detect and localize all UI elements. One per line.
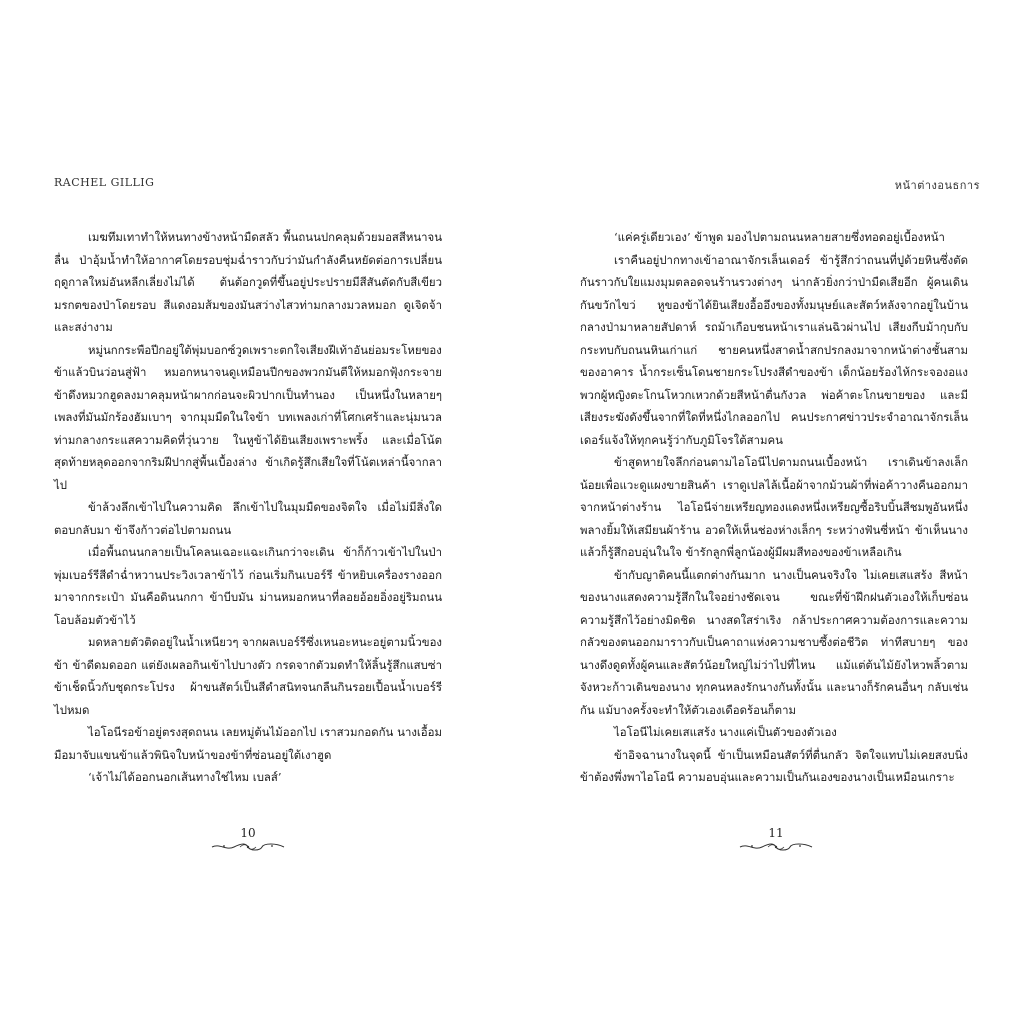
flourish-ornament-icon bbox=[738, 842, 814, 852]
flourish-ornament-icon bbox=[210, 842, 286, 852]
paragraph: เมื่อพื้นถนนกลายเป็นโคลนเฉอะแฉะเกินกว่าจะเดิน ข้าก็ก้าวเข้าไปในป่าพุ่มเบอร์รีสีดำฉ่ำหวานประวิงเวลาข้าไว้ ก่อนเริ่มกินเบอร์รี ข้าหยิบเครื่องรางออกมาจากกระเป๋า มันคือดินนกกา ข้าบีบมัน ม่านหมอกหนาที่ลอยอ้อยอิ่งอยู่ริมถนนโอบล้อมตัวข้าไว้ bbox=[54, 545, 442, 627]
running-head-title: หน้าต่างอนธการ bbox=[894, 179, 980, 192]
paragraph: ข้ากับญาติคนนี้แตกต่างกันมาก นางเป็นคนจริงใจ ไม่เคยเสแสร้ง สีหน้าของนางแสดงความรู้สึกในใจอย่างชัดเจน ขณะที่ข้าฝึกฝนตัวเองให้เก็บซ่อนความรู้สึกไว้อย่างมิดชิด นางสดใสร่าเริง กล้าประกาศความต้องการและความกลัวของตนออกมาราวกับเป็นคาถาแห่งความชาบซึ้งต่อชีวิต ท่าทีสบายๆ ของนางดึงดูดทั้งผู้คนและสัตว์น้อยใหญ่ไม่ว่าไปที่ไหน แม้แต่ต้นไม้ยังไหวพลิ้วตามจังหวะก้าวเดินของนาง ทุกคนหลงรักนางกันทั้งนั้น และนางก็รักคนอื่นๆ กลับเช่นกัน แม้บางครั้งจะทำให้ตัวเองเดือดร้อนก็ตาม bbox=[580, 567, 968, 717]
left-folio bbox=[188, 826, 308, 852]
page-number: 11 bbox=[768, 826, 784, 840]
paragraph: ‘เจ้าไม่ได้ออกนอกเส้นทางใช่ไหม เบลส์’ bbox=[88, 770, 282, 784]
paragraph: ข้าสูดหายใจลึกก่อนตามไอโอนีไปตามถนนเบื้องหน้า เราเดินข้าลงเล็กน้อยเพื่อแวะดูแผงขายสินค้า เราดูเปลไล้เนื้อผ้าจากม้วนผ้าที่พ่อค้าวางคืนออกมาจากหน้าต่างร้าน ไอโอนีจ่ายเหรียญทองแดงหนึ่งเหรียญซื้อริบบิ้นสีชมพูอันหนึ่ง พลางยิ้มให้เสมียนผ้าร้าน อวดให้เห็นช่องห่างเล็กๆ ระหว่างฟันซี่หน้า ข้าเห็นนางแล้วก็รู้สึกอบอุ่นในใจ ข้ารักลูกพี่ลูกน้องผู้มีผมสีทองของข้าเหลือเกิน bbox=[580, 455, 968, 559]
paragraph: ไอโอนีไม่เคยเสแสร้ง นางแค่เป็นตัวของตัวเอง bbox=[614, 725, 837, 739]
paragraph: เมฆทึมเทาทำให้หนทางข้างหน้ามืดสลัว พื้นถนนปกคลุมด้วยมอสสีหนาจนลื่น ป่าอุ้มน้ำทำให้อากาศโดยรอบชุ่มฉ่ำราวกับว่ามันกำลังคืนหยัดต่อการเปลี่ยนฤดูกาลใหม่อันหลีกเลี่ยงไม่ได้ ต้นต้อกวูดที่ขึ้นอยู่ประปรายมีสีสันตัดกับสีเขียวมรกตของป่าโดยรอบ สีแดงอมส้มของมันสว่างไสวท่ามกลางมวลหมอก ดูเจิดจ้าและสง่างาม bbox=[54, 230, 442, 334]
paragraph: มดหลายตัวติดอยู่ในน้ำเหนียวๆ จากผลเบอร์รีซึ่งเหนอะหนะอยู่ตามนิ้วของข้า ข้าดีดมดออก แต่ยังเผลอกินเข้าไปบางตัว กรดจากตัวมดทำให้ลิ้นรู้สึกแสบซ่า ข้าเช็ดนิ้วกับชุดกระโปรง ผ้าขนสัตว์เป็นสีดำสนิทจนกลืนกินรอยเปื้อนน้ำเบอร์รีไปหมด bbox=[54, 635, 442, 717]
right-folio bbox=[716, 826, 836, 852]
right-page-body bbox=[580, 226, 968, 789]
paragraph: ข้าอิจฉานางในจุดนี้ ข้าเป็นเหมือนสัตว์ที่ตื่นกลัว จิตใจแทบไม่เคยสงบนิ่ง ข้าต้องพึ่งพาไอโอนี ความอบอุ่นและความเป็นกันเองของนางเป็นเหมือนเกราะ bbox=[580, 747, 968, 784]
running-head-author: RACHEL GILLIG bbox=[54, 176, 155, 189]
page-number: 10 bbox=[240, 826, 256, 840]
paragraph: ไอโอนีรอข้าอยู่ตรงสุดถนน เลยหมู่ต้นไม้ออกไป เราสวมกอดกัน นางเอื้อมมือมาจับแขนข้าแล้วพินิจใบหน้าของข้าที่ซ่อนอยู่ใต้เงาฮูด bbox=[54, 725, 442, 762]
left-page-body bbox=[54, 226, 442, 789]
paragraph: ข้าล้วงลึกเข้าไปในความคิด ลึกเข้าไปในมุมมืดของจิตใจ เมื่อไม่มีสิ่งใดตอบกลับมา ข้าจึงก้าวต่อไปตามถนน bbox=[54, 500, 442, 537]
right-page bbox=[512, 0, 1024, 1024]
paragraph: เราคืนอยู่ปากทางเข้าอาณาจักรเล็นเดอร์ ข้ารู้สึกว่าถนนที่ปูด้วยหินซึ่งตัดกันราวกับใยแมงมุมตลอดจนร้านรวงต่างๆ น่ากลัวยิ่งกว่าป่ามืดเสียอีก ผู้คนเดินกันขวักไขว่ หูของข้าได้ยินเสียงอื้ออึงของทั้งมนุษย์และสัตว์หลังจากอยู่ในบ้านกลางป่ามาหลายสัปดาห์ รถม้าเกือบชนหน้าเราแล่นฉิวผ่านไป เสียงกีบม้ากุบกับกระทบกับถนนหินเก่าแก่ ชายคนหนึ่งสาดน้ำสกปรกลงมาจากหน้าต่างชั้นสามของอาคาร น้ำกระเซ็นโดนชายกระโปรงสีดำของข้า เด็กน้อยร้องไห้กระจองอแง พวกผู้หญิงตะโกนโหวกเหวกด้วยสีหน้าตื่นกังวล พ่อค้าตะโกนขายของ และมีเสียงระฆังดังขึ้นจากที่ใดที่หนึ่งไกลออกไป คนประกาศข่าวประจำอาณาจักรเล็นเดอร์แจ้งให้ทุกคนรู้ว่ากับภูมิโจรใต้สามคน bbox=[580, 252, 968, 447]
paragraph: ‘แค่ครู่เดียวเอง’ ข้าพูด มองไปตามถนนหลายสายซึ่งทอดอยู่เบื้องหน้า bbox=[614, 230, 945, 244]
paragraph: หมู่นกกระพือปีกอยู่ใต้พุ่มบอกซ์วูดเพราะตกใจเสียงฝีเท้าอันย่อมระโหยของข้าแล้วบินว่อนสู่ฟ้า หมอกหนาจนดูเหมือนปีกของพวกมันตีให้หมอกฟุ้งกระจาย ข้าดึงหมวกฮูดลงมาคลุมหน้าผากก่อนจะผิวปากเป็นทำนอง เป็นหนึ่งในหลายๆ เพลงที่มันมักร้องฮัมเบาๆ จากมุมมืดในใจข้า บทเพลงเก่าที่โศกเศร้าและนุ่มนวลท่ามกลางกระแสความคิดที่วุ่นวาย ในหูข้าได้ยินเสียงเพราะพริ้ง และเมื่อโน้ตสุดท้ายหลุดออกจากริมฝีปากสู่พื้นเบื้องล่าง ข้าเกิดรู้สึกเสียใจที่โน้ตเหล่านี้จากลาไป bbox=[54, 342, 442, 492]
